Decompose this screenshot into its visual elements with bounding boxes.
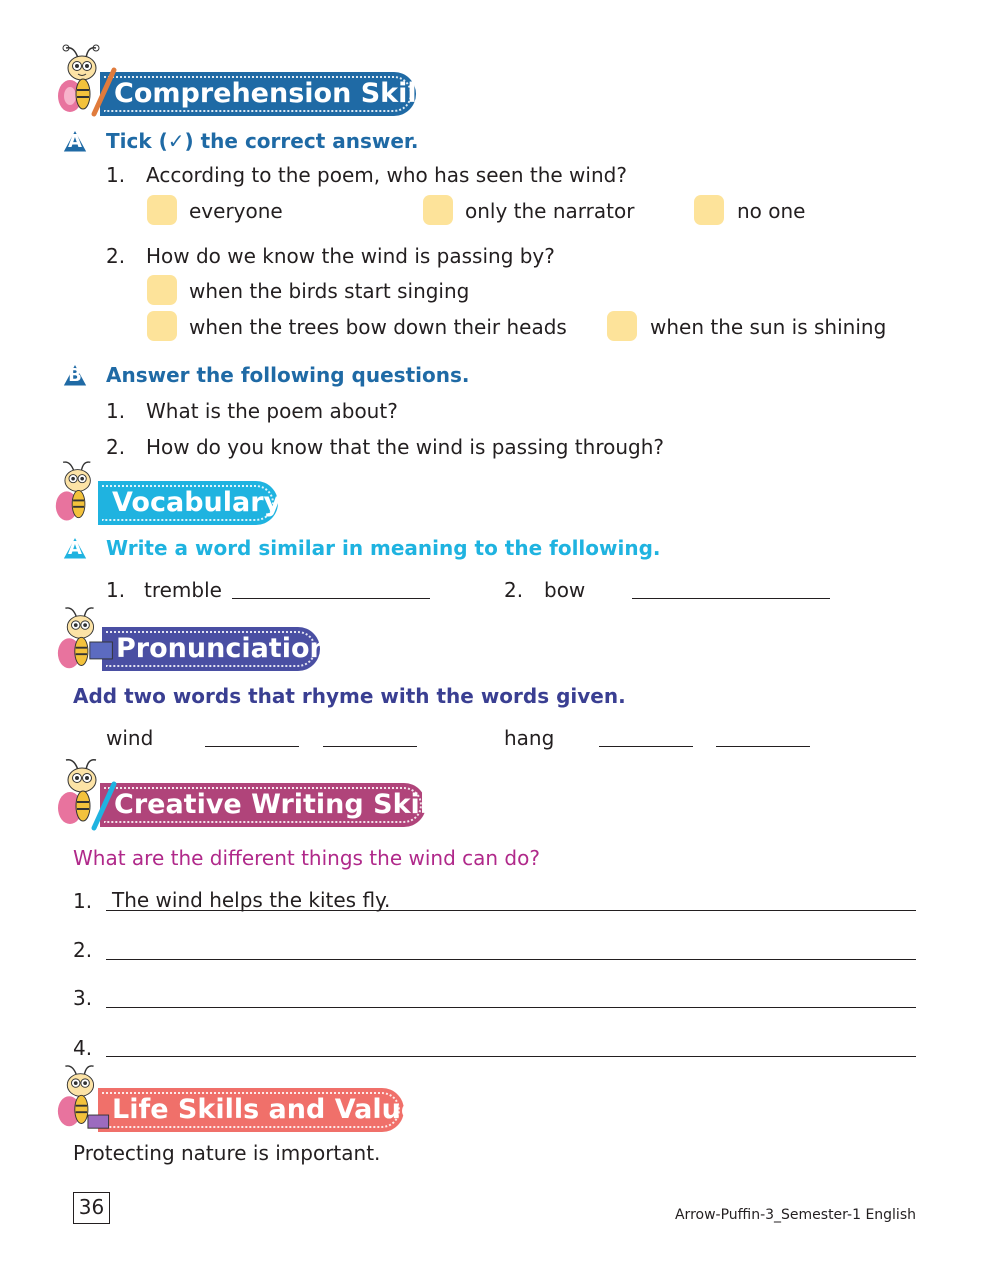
comprehension-skills-banner	[100, 72, 442, 116]
answer-blank[interactable]	[232, 598, 430, 599]
rhyme-blank[interactable]	[599, 746, 693, 747]
life-skills-text: Protecting nature is important.	[73, 1141, 381, 1165]
answer-instruction: Answer the following questions.	[106, 363, 470, 387]
line-number: 1.	[73, 889, 93, 913]
writing-line[interactable]	[106, 1056, 916, 1057]
rhyme-blank[interactable]	[323, 746, 417, 747]
butterfly-mascot-icon	[54, 458, 114, 536]
answer-checkbox[interactable]	[147, 311, 177, 341]
page-number: 36	[73, 1192, 110, 1224]
answer-checkbox[interactable]	[147, 195, 177, 225]
answer-checkbox[interactable]	[147, 275, 177, 305]
creative-writing-banner	[100, 783, 455, 827]
writing-line[interactable]	[106, 910, 916, 911]
question-number: 2.	[106, 435, 126, 459]
option-label: only the narrator	[465, 199, 635, 223]
question-number: 2.	[106, 244, 126, 268]
question-number: 1.	[106, 163, 126, 187]
book-footer: Arrow-Puffin-3_Semester-1 English	[674, 1207, 916, 1223]
item-number: 2.	[504, 578, 524, 602]
section-a-badge: A	[62, 536, 88, 560]
line-number: 3.	[73, 986, 93, 1010]
line-number: 4.	[73, 1036, 93, 1060]
writing-line[interactable]	[106, 959, 916, 960]
question-text: How do we know the wind is passing by?	[146, 244, 555, 268]
question-text: According to the poem, who has seen the wind?	[146, 163, 627, 187]
creative-prompt: What are the different things the wind can do?	[73, 846, 540, 870]
vocabulary-instruction: Write a word similar in meaning to the following.	[106, 536, 661, 560]
option-label: when the sun is shining	[650, 315, 887, 339]
question-text: What is the poem about?	[146, 399, 398, 423]
line-text: The wind helps the kites fly.	[112, 888, 391, 912]
rhyme-blank[interactable]	[716, 746, 810, 747]
option-label: when the birds start singing	[189, 279, 470, 303]
vocabulary-banner	[98, 481, 282, 525]
rhyme-word: wind	[106, 726, 154, 750]
butterfly-mascot-icon	[56, 44, 122, 128]
tick-instruction: Tick (✓) the correct answer.	[106, 129, 419, 153]
butterfly-mascot-icon	[56, 756, 122, 840]
section-a-badge: A	[62, 129, 88, 153]
life-skills-banner	[98, 1088, 436, 1132]
rhyme-instruction: Add two words that rhyme with the words given.	[73, 684, 626, 708]
option-label: no one	[737, 199, 806, 223]
question-text: How do you know that the wind is passing through?	[146, 435, 664, 459]
rhyme-word: hang	[504, 726, 555, 750]
butterfly-mascot-icon	[56, 604, 118, 684]
butterfly-mascot-icon	[56, 1062, 118, 1142]
vocab-word: bow	[544, 578, 586, 602]
answer-blank[interactable]	[632, 598, 830, 599]
pronunciation-banner	[102, 627, 329, 671]
rhyme-blank[interactable]	[205, 746, 299, 747]
answer-checkbox[interactable]	[694, 195, 724, 225]
section-b-badge: B	[62, 363, 88, 387]
vocab-word: tremble	[144, 578, 222, 602]
writing-line[interactable]	[106, 1007, 916, 1008]
answer-checkbox[interactable]	[607, 311, 637, 341]
vocabulary-title: Vocabulary	[112, 487, 282, 518]
comprehension-skills-title: Comprehension Skills	[114, 78, 442, 109]
question-number: 1.	[106, 399, 126, 423]
line-number: 2.	[73, 938, 93, 962]
life-skills-title: Life Skills and Values	[112, 1094, 436, 1125]
answer-checkbox[interactable]	[423, 195, 453, 225]
option-label: everyone	[189, 199, 283, 223]
option-label: when the trees bow down their heads	[189, 315, 567, 339]
pronunciation-title: Pronunciation	[116, 633, 329, 664]
item-number: 1.	[106, 578, 126, 602]
creative-writing-title: Creative Writing Skills	[114, 789, 455, 820]
